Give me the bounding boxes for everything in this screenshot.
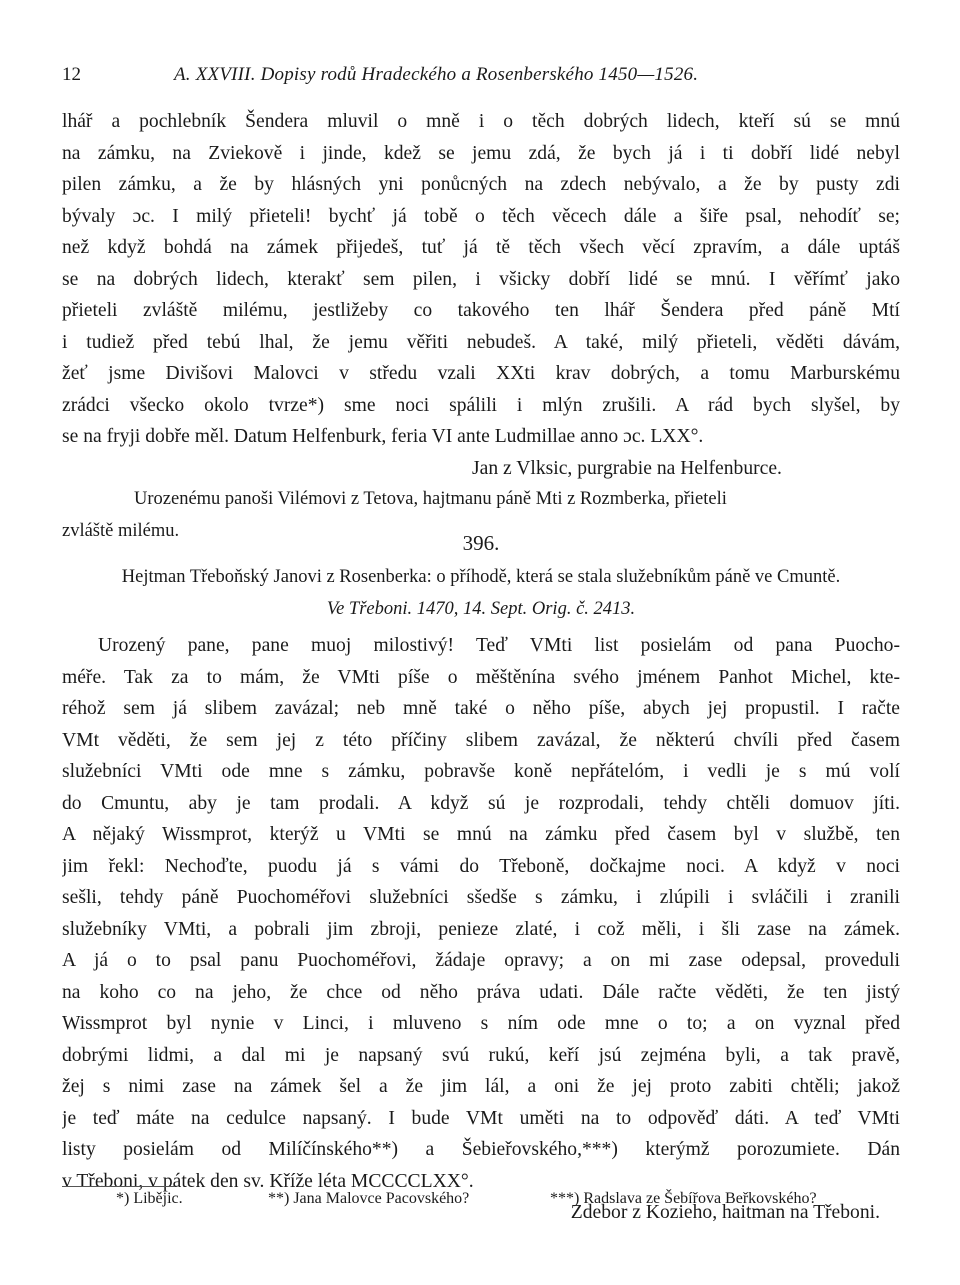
text-line: VMt věděti, že sem jej z této příčiny slibem zavázal, že některú chvíli před časem bbox=[62, 729, 900, 751]
text-line: dobrými lidmi, a dal mi je napsaný svú rukú, keří jsú zejména byli, a tak pravě, bbox=[62, 1044, 900, 1066]
letter-number: 396. bbox=[462, 531, 500, 555]
text-line: listy posielám od Milíčínského**) a Šebieřovského,***) kterýmž porozumiete. Dán bbox=[62, 1139, 900, 1160]
letter-395-body bbox=[62, 106, 900, 547]
text-line: lhář a pochlebník Šendera mluvil o mně i o těch dobrých lidech, kteří sú se mnú bbox=[62, 111, 900, 132]
text-line: bývaly ɔc. I milý přieteli! bychť já tobě o těch věcech dále a šiře psal, nehodíť se; bbox=[62, 205, 900, 227]
text-line: služebníky VMti, a pobrali jim zbroji, penieze zlaté, i což měli, i šli zase na zámek. bbox=[62, 918, 900, 940]
text-line: na zámku, na Zviekově i jinde, kdež se jemu zdá, že bych já i ti dobří lidé nebyl bbox=[62, 142, 900, 164]
footnote-1: *) Libějic. bbox=[116, 1190, 183, 1207]
letter-396-signature: Zdebor z Kozieho, haitman na Třeboni. bbox=[570, 1202, 880, 1223]
footnotes bbox=[62, 1186, 900, 1212]
text-line: na koho co na jeho, že chce od něho práva udati. Dále račte věděti, že ten jistý bbox=[62, 981, 900, 1003]
letter-395-address: Urozenému panoši Vilémovi z Tetova, hajtmanu páně Mti z Rozmberka, přieteli bbox=[134, 489, 727, 509]
letter-396-meta bbox=[62, 562, 900, 625]
text-line: služebníci VMti ode mne s zámku, pobravše koně nepřátelóm, i vedli je s mú volí bbox=[62, 761, 900, 782]
letter-395-signature: Jan z Vlksic, purgrabie na Helfenburce. bbox=[472, 457, 782, 479]
text-line: i tudiež před tebú lhal, že jemu věřiti nebudeš. A také, milý přieteli, věděti dávám, bbox=[62, 331, 900, 353]
footnote-3: ***) Radslava ze Šebířova Beřkovského? bbox=[550, 1190, 817, 1207]
text-line: žej s nimi zase na zámek šel a že jim lál, a oni že jej proto zabiti chtěli; jakož bbox=[62, 1076, 900, 1097]
text-line: Urozený pane, pane muoj milostivý! Teď VMti list posielám od pana Puocho- bbox=[98, 635, 900, 656]
text-line: žeť jsme Divišovi Malovci v středu vzali XXti krav dobrých, a tomu Marburskému bbox=[62, 363, 900, 384]
text-line: v Třeboni, v pátek den sv. Kříže léta MCCCCLXX°. bbox=[62, 1170, 474, 1192]
letter-396-body bbox=[62, 630, 900, 1229]
text-line: se na fryji dobře měl. Datum Helfenburk, feria VI ante Ludmillae anno ɔc. LXX°. bbox=[62, 426, 704, 447]
text-line: než když bohdá na zámek přijedeš, tuť já tě těch všech věcí zpravím, a dále uptáš bbox=[62, 237, 900, 258]
footnote-2: **) Jana Malovce Pacovského? bbox=[268, 1190, 470, 1207]
text-line: Wissmprot byl nynie v Linci, i mluveno s ním ode mne o to; a on vyznal před bbox=[62, 1013, 900, 1034]
page-number: 12 bbox=[62, 64, 81, 85]
page-header bbox=[62, 64, 902, 90]
text-line: réhož sem já slibem zavázal; neb mně také o něho píše, abych jej propustil. I račte bbox=[62, 698, 900, 719]
text-line: pilen zámku, a že by hlásných yni ponůcných na zdech nebývalo, a že by pusty zdi bbox=[62, 174, 900, 195]
text-line: méře. Tak za to mám, že VMti píše o měštěnína svého jménem Panhot Michel, kte- bbox=[62, 666, 900, 688]
letter-395-address-cont: zvláště milému. bbox=[62, 520, 180, 541]
text-line: zrádci všecko okolo tvrze*) sme noci spálili i mlýn zrušili. A rád bych slyšel, by bbox=[62, 394, 900, 416]
text-line: jim řekl: Nechoďte, puodu já s vámi do Třeboně, dočkajme noci. A když v noci bbox=[62, 855, 900, 877]
text-line: A nějaký Wissmprot, kterýž u VMti se mnú na zámku před časem byl v službě, ten bbox=[62, 824, 900, 845]
text-line: do Cmuntu, aby je tam prodali. A když sú je rozprodali, tehdy chtěli domuov jíti. bbox=[62, 792, 900, 814]
running-head: A. XXVIII. Dopisy rodů Hradeckého a Rosenberského 1450—1526. bbox=[174, 64, 699, 85]
letter-396-heading bbox=[62, 528, 900, 560]
text-line: A já o to psal panu Puochoméřovi, žádaje opravy; a on mi zase odepsal, proveduli bbox=[62, 950, 900, 971]
text-line: je teď máte na cedulce napsaný. I bude VMt uměti na to odpověď dáti. A teď VMti bbox=[62, 1107, 900, 1129]
text-line: sešli, tehdy páně Puochoméřovi služebníci sšedše s zámku, i zlúpili i svláčili i zranili bbox=[62, 887, 900, 908]
text-line: se na dobrých lidech, kterakť sem pilen, i všicky dobří lidé se mnú. I věřímť jako bbox=[62, 268, 900, 290]
letter-dateline: Ve Třeboni. 1470, 14. Sept. Orig. č. 2413. bbox=[326, 598, 636, 619]
text-line: přieteli zvláště milému, jestližeby co takového ten lhář Šendera před páně Mtí bbox=[62, 300, 900, 321]
letter-summary: Hejtman Třeboňský Janovi z Rosenberka: o příhodě, která se stala služebníkům páně ve Cmuntě. bbox=[121, 567, 841, 587]
